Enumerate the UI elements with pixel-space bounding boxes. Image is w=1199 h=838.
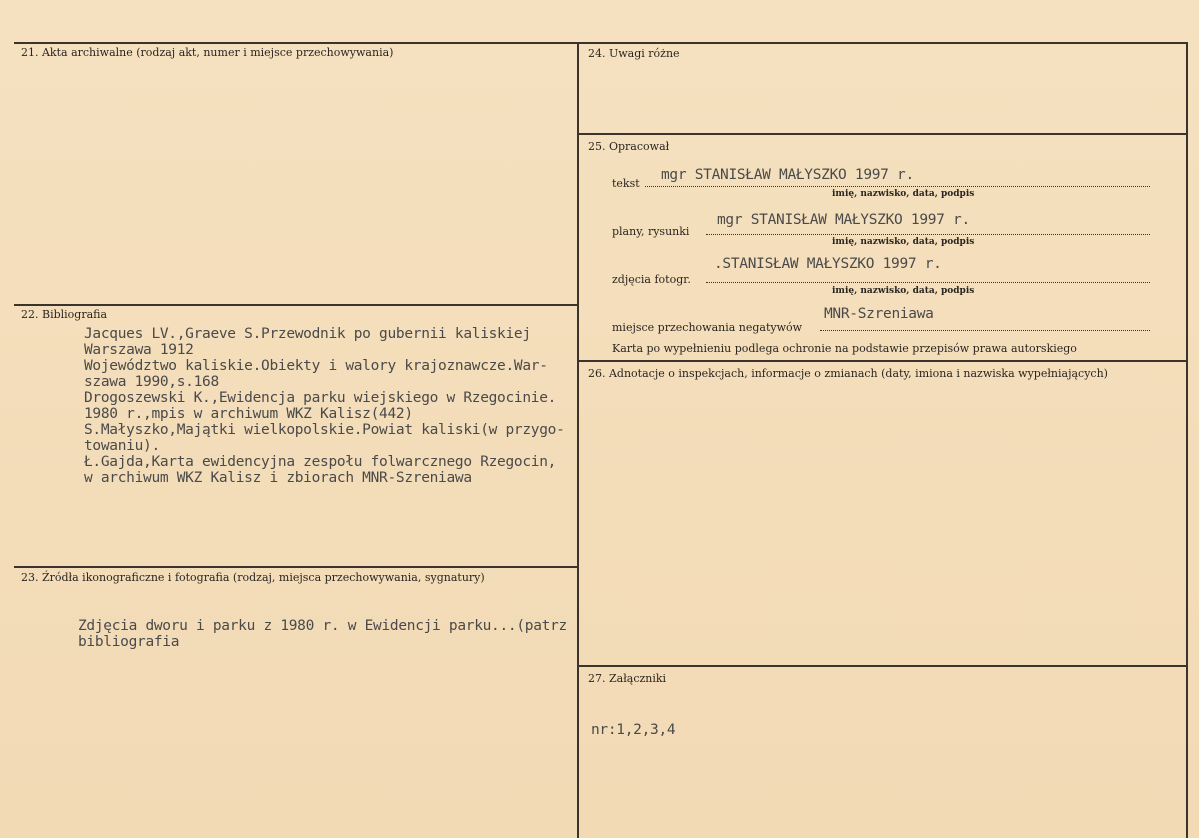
- plany-dotted-line: [706, 234, 1150, 235]
- bibliography-line: S.Małyszko,Majątki wielkopolskie.Powiat kaliski(w przygo-: [84, 422, 565, 438]
- center-divider: [577, 42, 579, 838]
- tekst-label: tekst: [612, 177, 640, 190]
- section-24-label: 24. Uwagi różne: [588, 47, 680, 60]
- miejsce-label: miejsce przechowania negatywów: [612, 321, 803, 334]
- section-22-label: 22. Bibliografia: [21, 308, 108, 321]
- tekst-caption: imię, nazwisko, data, podpis: [832, 189, 975, 199]
- section-23-label: 23. Źródła ikonograficzne i fotografia (rodzaj, miejsca przechowywania, sygnatury): [21, 571, 485, 584]
- bibliography-text: [84, 326, 565, 486]
- miejsce-value: MNR-Szreniawa: [824, 306, 934, 322]
- bibliography-line: Województwo kaliskie.Obiekty i walory krajoznawcze.War-: [84, 358, 548, 374]
- plany-label: plany, rysunki: [612, 225, 690, 238]
- tekst-value: mgr STANISŁAW MAŁYSZKO 1997 r.: [661, 167, 914, 183]
- attachments-value: nr:1,2,3,4: [591, 722, 676, 738]
- bibliography-line: w archiwum WKZ Kalisz i zbiorach MNR-Szreniawa: [84, 470, 472, 486]
- zdjecia-caption: imię, nazwisko, data, podpis: [832, 286, 975, 296]
- divider-24-25: [578, 133, 1187, 135]
- miejsce-dotted-line: [820, 330, 1150, 331]
- bibliography-line: towaniu).: [84, 438, 160, 454]
- bibliography-line: Ł.Gajda,Karta ewidencyjna zespołu folwarcznego Rzegocin,: [84, 454, 557, 470]
- divider-22-23: [14, 566, 578, 568]
- iconography-line: bibliografia: [78, 634, 180, 650]
- section-25-label: 25. Opracował: [588, 140, 670, 153]
- bibliography-line: Jacques LV.,Graeve S.Przewodnik po gubernii kaliskiej: [84, 326, 531, 342]
- copyright-note: Karta po wypełnieniu podlega ochronie na podstawie przepisów prawa autorskiego: [612, 342, 1077, 355]
- divider-25-26: [578, 360, 1187, 362]
- section-26-label: 26. Adnotacje o inspekcjach, informacje o zmianach (daty, imiona i nazwiska wypełniających): [588, 367, 1108, 380]
- iconography-text: [78, 618, 567, 650]
- section-21-label: 21. Akta archiwalne (rodzaj akt, numer i miejsce przechowywania): [21, 46, 394, 59]
- bibliography-line: 1980 r.,mpis w archiwum WKZ Kalisz(442): [84, 406, 413, 422]
- right-border: [1186, 42, 1188, 838]
- plany-caption: imię, nazwisko, data, podpis: [832, 237, 975, 247]
- divider-21-22: [14, 304, 578, 306]
- divider-26-27: [578, 665, 1187, 667]
- top-border: [14, 42, 1188, 44]
- iconography-line: Zdjęcia dworu i parku z 1980 r. w Ewidencji parku...(patrz: [78, 618, 567, 634]
- section-27-label: 27. Załączniki: [588, 672, 667, 685]
- bibliography-line: Warszawa 1912: [84, 342, 194, 358]
- zdjecia-value: .STANISŁAW MAŁYSZKO 1997 r.: [714, 256, 942, 272]
- bibliography-line: Drogoszewski K.,Ewidencja parku wiejskiego w Rzegocinie.: [84, 390, 557, 406]
- zdjecia-label: zdjęcia fotogr.: [612, 273, 691, 286]
- plany-value: mgr STANISŁAW MAŁYSZKO 1997 r.: [717, 212, 970, 228]
- zdjecia-dotted-line: [706, 282, 1150, 283]
- bibliography-line: szawa 1990,s.168: [84, 374, 219, 390]
- tekst-dotted-line: [645, 186, 1150, 187]
